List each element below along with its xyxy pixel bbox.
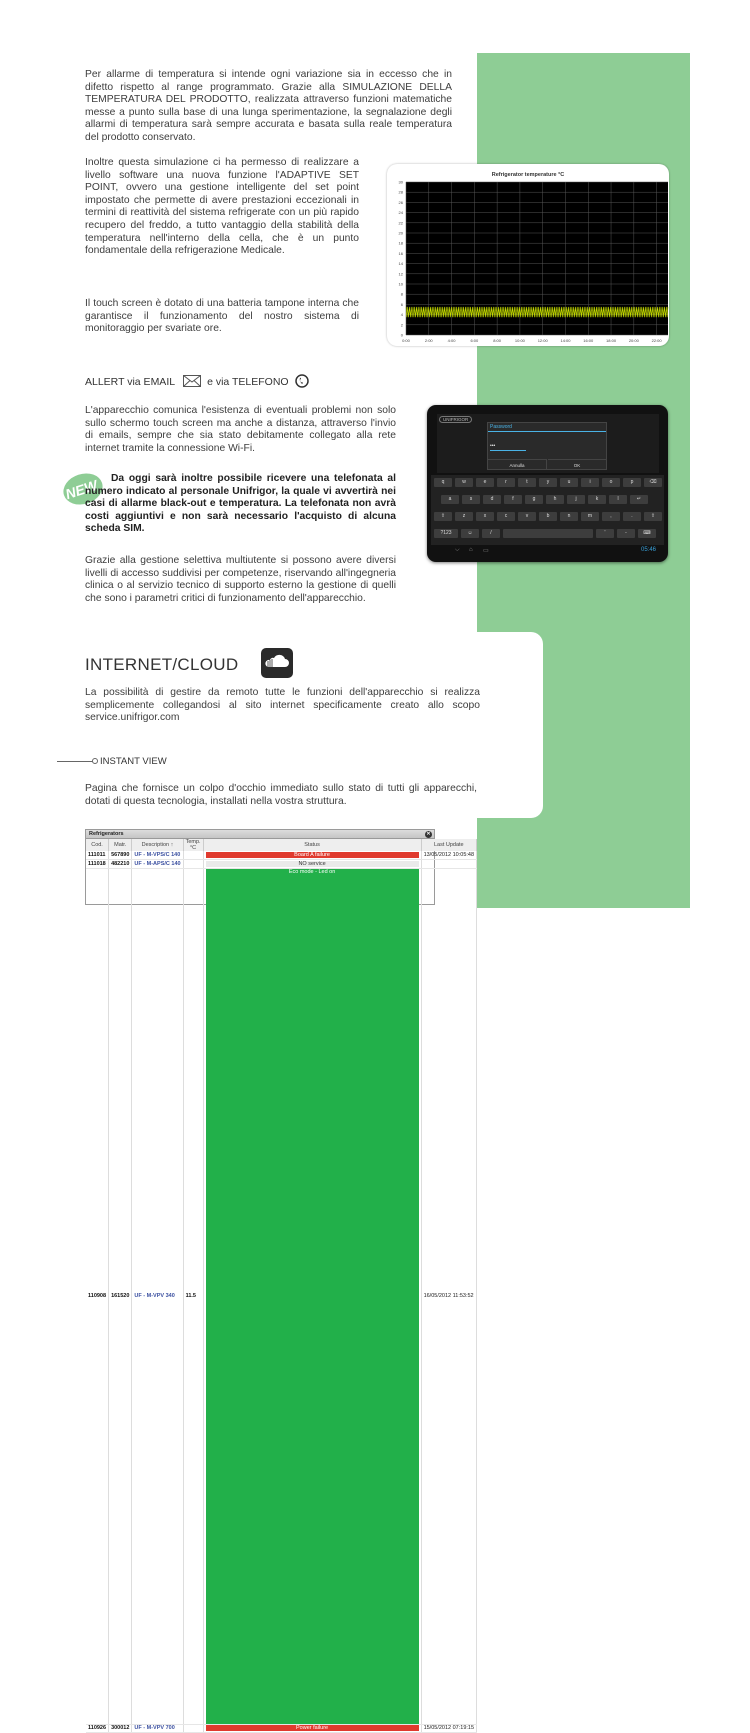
y-tick-label: 2 [400,322,403,328]
table-cell: 161520 [109,868,132,1724]
instant-view-dot [92,758,98,764]
internet-cloud-title: INTERNET/CLOUD [85,655,239,674]
status-badge: NO service [206,861,419,867]
x-tick-label: 4:00 [447,338,456,343]
table-cell: UF - M-VPV 700 [132,1724,183,1733]
x-tick-label: 12:00 [537,338,548,343]
keyboard-key[interactable]: ⌫ [644,478,662,487]
column-header[interactable]: Last Update [421,839,476,851]
status-badge: Eco mode - Led on [206,869,419,1724]
chart-plot-area [406,182,668,335]
table-cell: 16/05/2012 11:53:52 [421,868,476,1724]
tablet-nav-bar [427,546,668,558]
keyboard-key[interactable]: ⇧ [434,512,452,521]
intro-paragraph: Per allarme di temperatura si intende ogni variazione sia in eccesso che in difetto rispetto al range programmato. Grazie alla SIMULAZIONE DELLA TEMPERATURA DEL PRODOTTO, realizzata attraverso funzioni matematiche messe a punto sulla base di una lunga sperimentazione, la segnalazione degli allarmi di temperatura sarà sempre accurata e basata sulla reale temperatura del prodotto conservato. [85,69,452,143]
allert-middle: e via TELEFONO [207,376,289,388]
keyboard-key[interactable]: ⇧ [644,512,662,521]
y-tick-label: 24 [398,210,403,216]
x-tick-label: 20:00 [628,338,639,343]
keyboard-key[interactable]: j [567,495,585,504]
table-cell: 15/05/2012 07:19:15 [421,1724,476,1733]
keyboard-key[interactable]: t [518,478,536,487]
table-cell: 110926 [86,1724,109,1733]
column-header[interactable]: Cod. [86,839,109,851]
table-cell [203,1724,421,1733]
x-tick-label: 18:00 [606,338,617,343]
new-paragraph: Da oggi sarà inoltre possibile ricevere una telefonata al numero indicato al personale Unifrigor, la quale vi avvertirà nei casi di allarme black-out e temperatura. La telefonata non avrà costi aggiuntivi e non sarà necessario l'acquisto di alcuna scheda SIM. [85,473,396,535]
keyboard-key[interactable]: s [462,495,480,504]
temperature-chart-card [387,164,669,346]
table-cell [203,860,421,869]
table-cell: 110908 [86,868,109,1724]
keyboard-key[interactable]: ☺ [461,529,479,538]
status-badge: Power failure [206,1725,419,1731]
keyboard-key[interactable]: v [518,512,536,521]
ok-button[interactable]: OK [548,459,606,470]
y-tick-label: 28 [398,189,403,195]
y-tick-label: 12 [398,271,403,277]
table-cell [183,851,203,860]
keyboard-key[interactable]: i [581,478,599,487]
keyboard-key[interactable]: - [617,529,635,538]
table-cell [183,1724,203,1733]
keyboard-key[interactable]: / [482,529,500,538]
status-badge: Board A failure [206,852,419,858]
tablet-clock: 05:46 [640,547,656,553]
table-row[interactable] [86,860,477,869]
x-tick-label: 10:00 [514,338,525,343]
keyboard-key[interactable]: w [455,478,473,487]
cloud-icon [261,648,293,678]
table-cell [183,860,203,869]
refrigerators-table [86,839,477,1733]
y-tick-label: 8 [400,291,403,297]
adaptive-paragraph: Inoltre questa simulazione ci ha permesso di realizzare a livello software una nuova funzione l'ADAPTIVE SET POINT, ovvero una gestione intelligente del set point impostato che permette di avere prestazioni eccezionali in termini di reattività del sistema refrigerate con un più rapido recupero del freddo, a tutto vantaggio della stabilità della temperatura nell'interno della cella, che è un punto fondamentale della refrigerazione Medicale. [85,157,359,257]
table-cell [421,860,476,869]
keyboard-key[interactable]: q [434,478,452,487]
column-header[interactable]: Matr. [109,839,132,851]
keyboard-key[interactable]: u [560,478,578,487]
table-cell [203,851,421,860]
refrigerators-table-panel [85,829,475,1732]
table-cell: 111018 [86,860,109,869]
keyboard-key[interactable]: l [609,495,627,504]
table-cell: 567890 [109,851,132,860]
y-tick-label: 18 [398,240,403,246]
x-tick-label: 6:00 [470,338,479,343]
battery-paragraph: Il touch screen è dotato di una batteria tampone interna che garantisce il funzionamento del nostro sistema di monitoraggio per svariate ore. [85,298,359,335]
table-cell: UF - M-VPV 340 [132,868,183,1724]
keyboard-key[interactable]: h [546,495,564,504]
x-tick-label: 16:00 [583,338,594,343]
table-cell: UF - M-APS/C 140 [132,860,183,869]
table-cell: 111011 [86,851,109,860]
y-tick-label: 30 [398,179,403,185]
table-cell: 13/05/2012 10:05:48 [421,851,476,860]
keyboard-key[interactable]: y [539,478,557,487]
x-tick-label: 0:00 [402,338,410,343]
y-tick-label: 4 [400,312,403,318]
nav-home-icon[interactable]: ⌂ [469,547,473,553]
tablet-screenshot [427,405,668,562]
keyboard-key[interactable]: ↵ [630,495,648,504]
table-row[interactable] [86,1724,477,1733]
keyboard-key[interactable] [503,529,593,538]
keyboard-key[interactable]: m [581,512,599,521]
keyboard-key[interactable]: e [476,478,494,487]
allert-prefix: ALLERT via EMAIL [85,376,176,388]
y-tick-label: 14 [398,261,403,267]
new-badge-label: NEW [63,476,100,503]
envelope-icon [183,375,201,390]
keyboard-key[interactable]: z [455,512,473,521]
keyboard-key[interactable]: n [560,512,578,521]
instant-view-label: INSTANT VIEW [100,756,167,767]
keyboard-key[interactable]: o [602,478,620,487]
allert-paragraph: L'apparecchio comunica l'esistenza di eventuali problemi non solo sullo schermo touch screen ma anche a distanza, attraverso l'invio di emails, sempre che sia stato debitamente collegato alla rete internet tramite la connessione Wi-Fi. [85,405,396,454]
column-header[interactable]: Status [203,839,421,851]
column-header[interactable]: Description ↑ [132,839,183,851]
keyboard-key[interactable]: k [588,495,606,504]
keyboard-key[interactable]: p [623,478,641,487]
table-row[interactable] [86,851,477,860]
x-tick-label: 8:00 [493,338,502,343]
keyboard-key[interactable]: ⌨ [638,529,656,538]
keyboard-key[interactable]: a [441,495,459,504]
keyboard-key[interactable]: g [525,495,543,504]
phone-icon [295,374,309,391]
y-tick-label: 16 [398,250,403,256]
x-tick-label: 2:00 [424,338,433,343]
table-row[interactable] [86,868,477,1724]
allert-line [85,373,309,391]
y-tick-label: 6 [400,301,403,307]
cancel-button[interactable]: Annulla [488,459,547,470]
keyboard-key[interactable]: d [483,495,501,504]
nav-back-icon[interactable]: ⌵ [455,547,460,553]
x-tick-label: 14:00 [560,338,571,343]
table-cell: 300012 [109,1724,132,1733]
keyboard-key[interactable]: . [623,512,641,521]
tablet-logo: UNIFRIGOR [439,416,472,423]
column-header[interactable]: Temp. °C [183,839,203,851]
y-tick-label: 22 [398,220,403,226]
keyboard-key[interactable]: b [539,512,557,521]
tablet-dialog-area [437,414,659,473]
y-tick-label: 0 [400,332,403,338]
instant-view-line [57,761,94,762]
x-tick-label: 22:00 [651,338,662,343]
password-dialog-title: Password [490,424,512,430]
keyboard-key[interactable]: x [476,512,494,521]
password-input[interactable]: ••• [490,443,526,451]
table-title: Refrigerators [89,831,124,837]
on-screen-keyboard [431,475,664,545]
table-cell [203,868,421,1724]
chart-title: Refrigerator temperature °C [491,172,565,178]
table-header-bar [86,830,434,839]
y-tick-label: 10 [398,281,403,287]
internet-paragraph: La possibilità di gestire da remoto tutte le funzioni dell'apparecchio si realizza semplicemente collegandosi al sito internet specificamente creato allo scopo service.unifrigor.com [85,687,480,724]
table-cell: UF - M-VPS/C 140 [132,851,183,860]
table-cell: 482210 [109,860,132,869]
temperature-chart [387,164,669,346]
keyboard-key[interactable]: ' [596,529,614,538]
table-cell: 11.5 [183,868,203,1724]
keyboard-key[interactable]: c [497,512,515,521]
nav-recent-icon[interactable]: ▭ [483,548,489,554]
keyboard-key[interactable]: r [497,478,515,487]
password-dialog [487,422,607,470]
y-tick-label: 26 [398,199,403,205]
keyboard-key[interactable]: f [504,495,522,504]
keyboard-key[interactable]: , [602,512,620,521]
multiuser-paragraph: Grazie alla gestione selettiva multiutente si possono avere diversi livelli di accesso suddivisi per competenze, riservando all'ingegneria clinica o al servizio tecnico di supporto esterno la gestione di quelli che sono i parametri critici di funzionamento dell'apparecchio. [85,555,396,604]
close-icon[interactable]: ✕ [426,831,431,837]
keyboard-key[interactable]: ?123 [434,529,458,538]
y-tick-label: 20 [398,230,403,236]
instant-view-paragraph: Pagina che fornisce un colpo d'occhio immediato sullo stato di tutti gli apparecchi, dotati di questa tecnologia, installati nella vostra struttura. [85,783,477,807]
